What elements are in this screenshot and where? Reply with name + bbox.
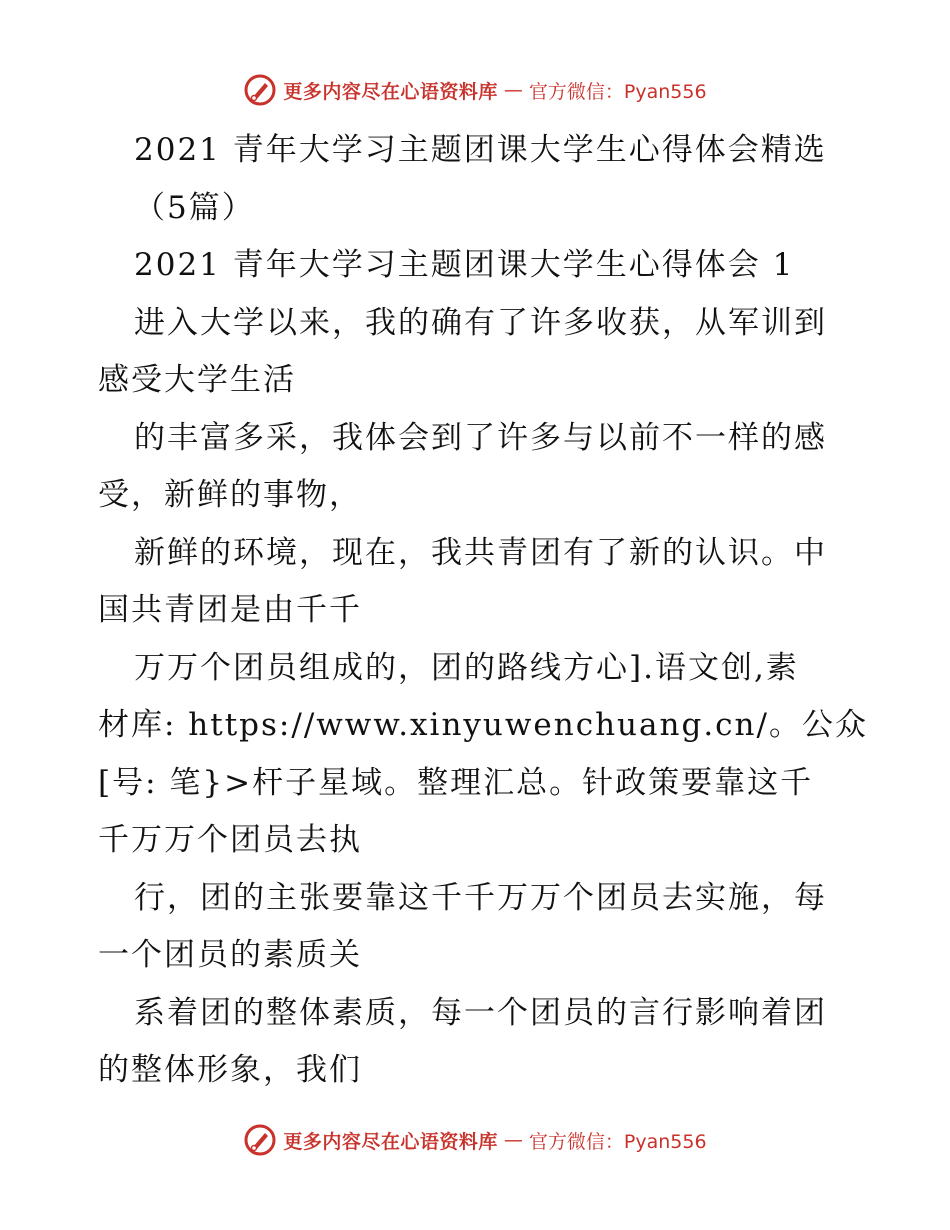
banner-contact: 官方微信：Pyan556 — [528, 1130, 707, 1153]
paragraph-line: 国共青团是由千千 — [98, 592, 362, 628]
paragraph-line: 万万个团员组成的，团的路线方心].语文创,素 — [134, 649, 799, 686]
paragraph-line: 的丰富多采，我体会到了许多与以前不一样的感 — [134, 419, 827, 456]
doc-title-line-2: （5篇） — [134, 189, 255, 226]
paragraph-line: 受，新鲜的事物， — [98, 477, 362, 513]
pen-nib-logo-icon — [243, 73, 277, 107]
paragraph-line: [号: 笔}>杆子星域。整理汇总。针政策要靠这千 — [98, 764, 814, 801]
banner-separator: — — [503, 79, 523, 101]
doc-title-line-1: 2021 青年大学习主题团课大学生心得体会精选 — [134, 132, 827, 168]
banner-separator: — — [503, 1129, 523, 1151]
banner-text: 更多内容尽在心语资料库 — [283, 80, 498, 103]
pen-nib-logo-icon — [243, 1123, 277, 1157]
paragraph-line: 感受大学生活 — [98, 362, 296, 398]
paragraph-line: 一个团员的素质关 — [98, 937, 362, 973]
paragraph-line: 系着团的整体素质，每一个团员的言行影响着团 — [134, 994, 827, 1031]
paragraph-line: 千万万个团员去执 — [98, 822, 362, 858]
footer-banner — [0, 1120, 950, 1160]
banner-contact: 官方微信：Pyan556 — [528, 80, 707, 103]
paragraph-line: 行，团的主张要靠这千千万万个团员去实施，每 — [134, 879, 827, 916]
section-heading: 2021 青年大学习主题团课大学生心得体会 1 — [134, 247, 795, 283]
paragraph-line: 的整体形象，我们 — [98, 1052, 362, 1088]
banner-text: 更多内容尽在心语资料库 — [283, 1130, 498, 1153]
paragraph-line: 新鲜的环境，现在，我共青团有了新的认识。中 — [134, 534, 827, 571]
paragraph-line: 材库: https://www.xinyuwenchuang.cn/。公众 — [98, 707, 868, 743]
paragraph-line: 进入大学以来，我的确有了许多收获，从军训到 — [134, 304, 827, 341]
header-banner — [0, 70, 950, 110]
document-body — [98, 122, 868, 1100]
